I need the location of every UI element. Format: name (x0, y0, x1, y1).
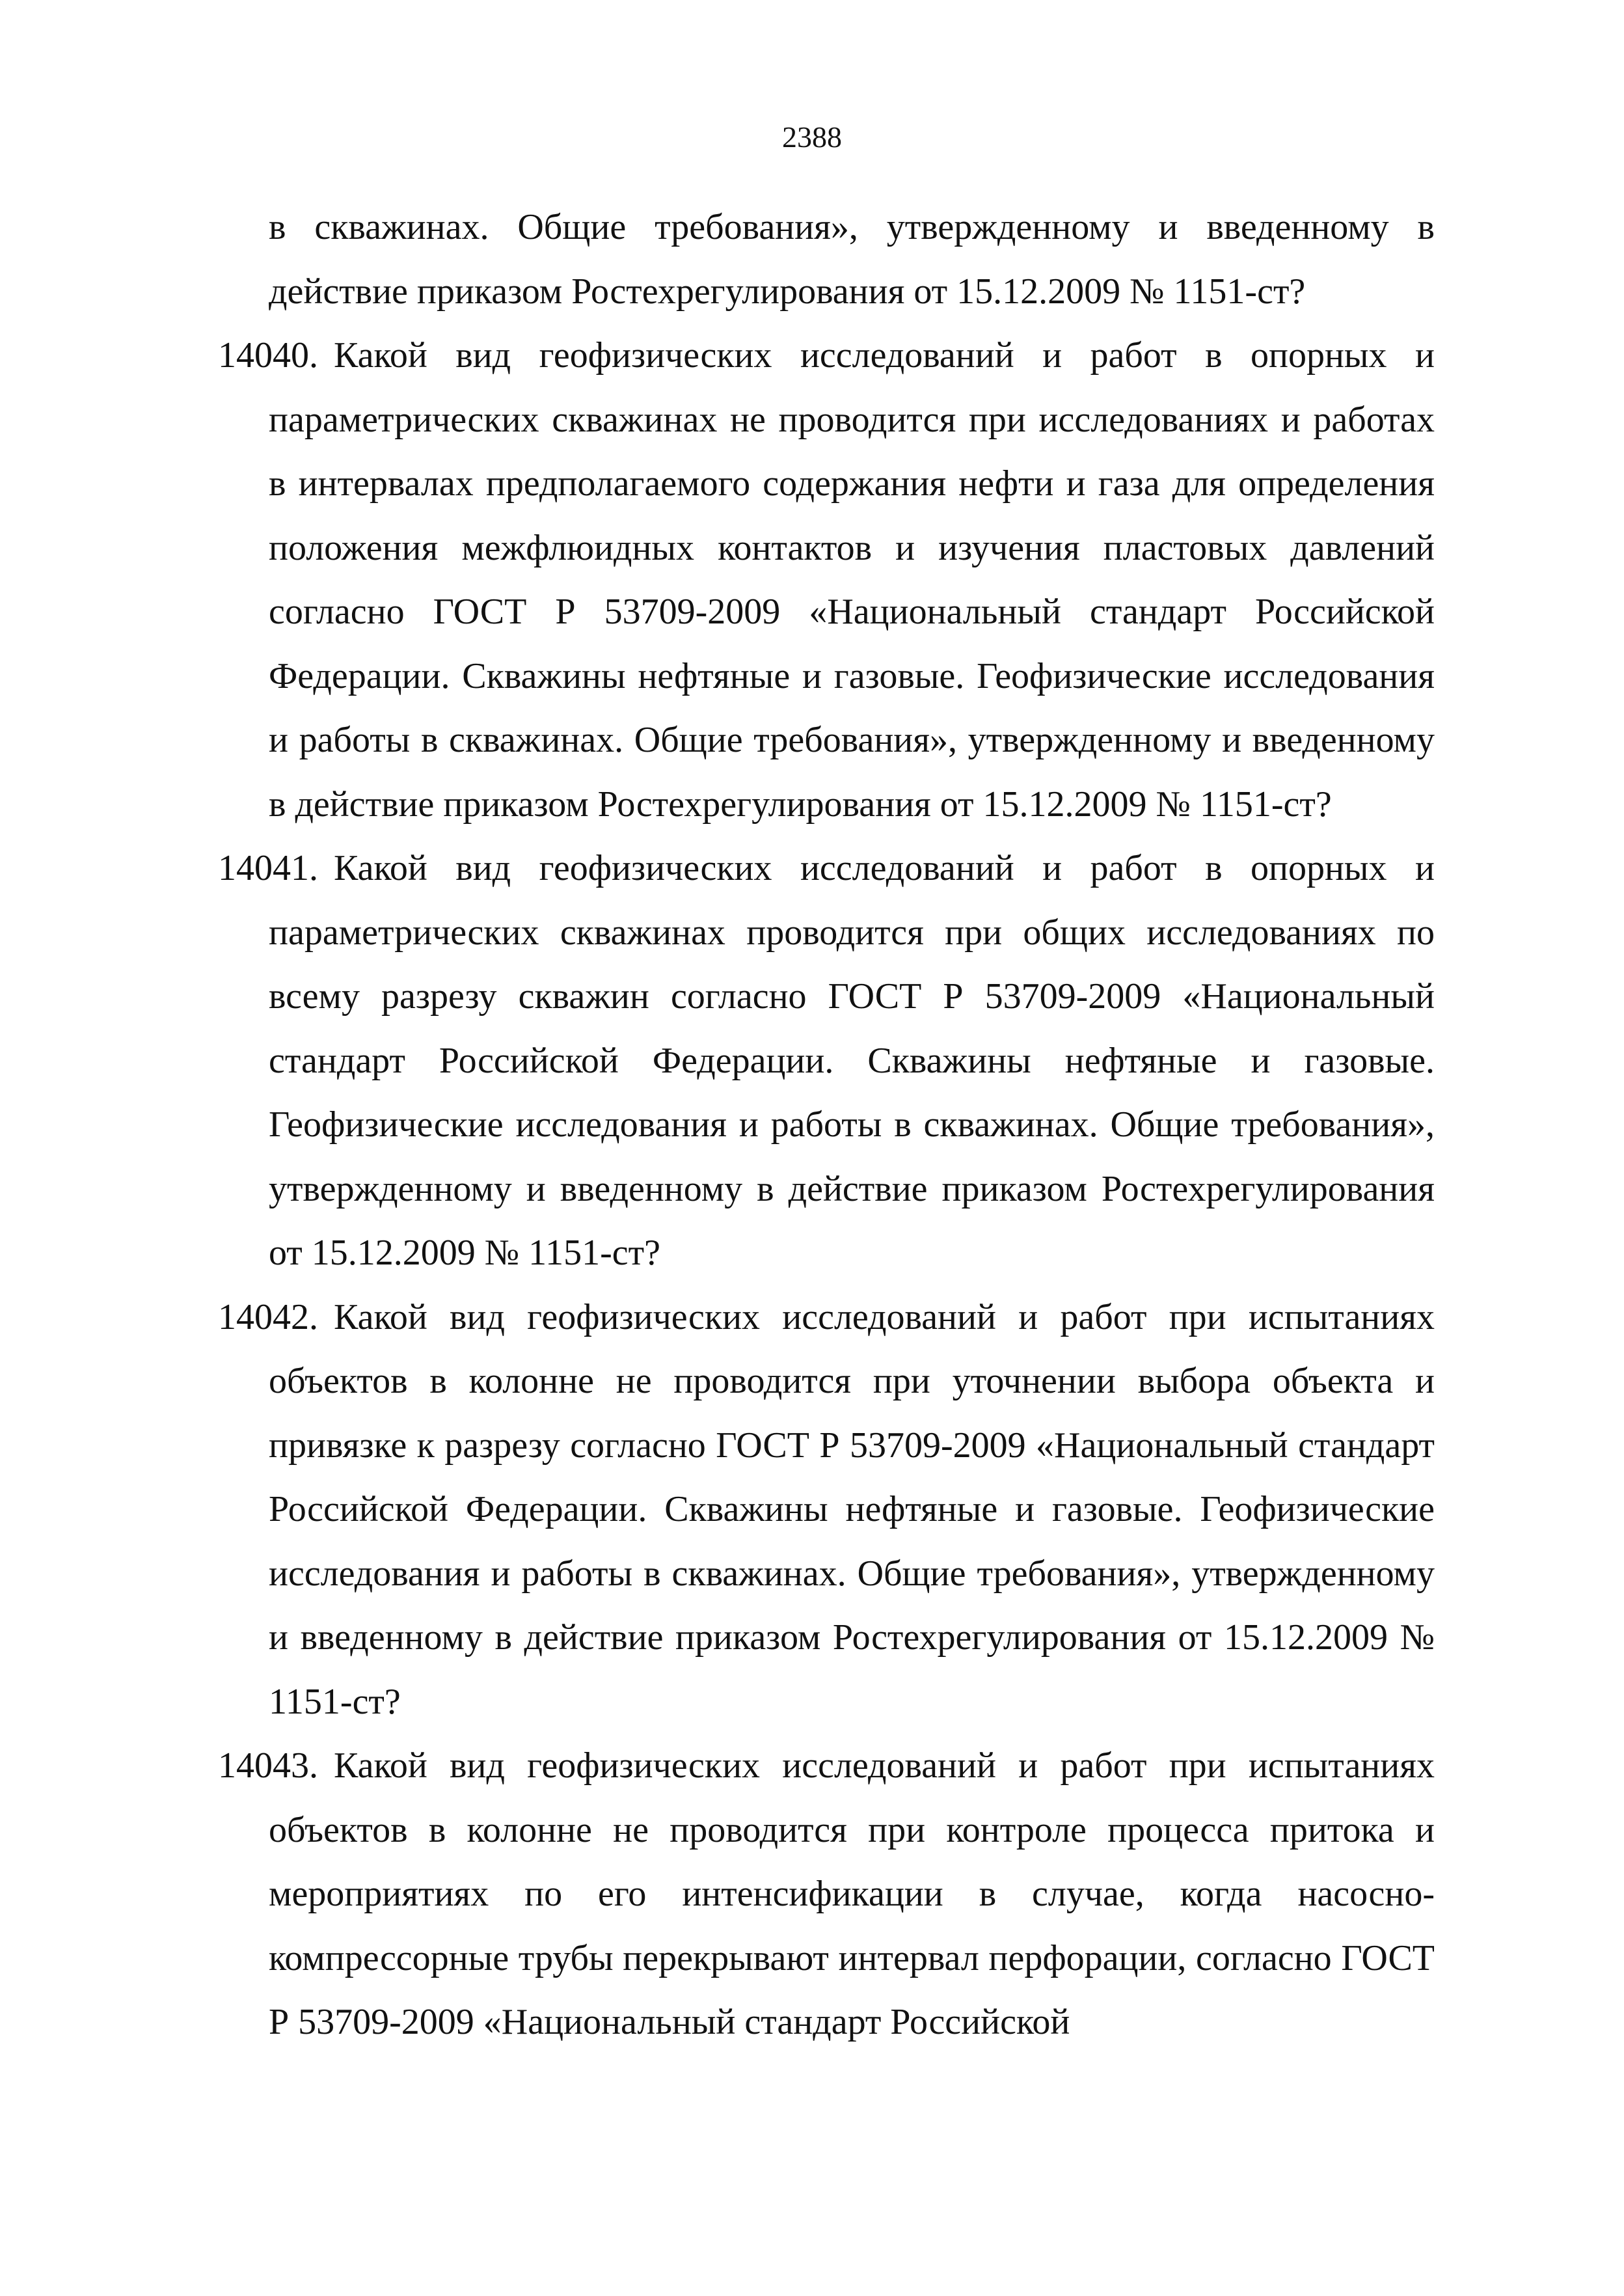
question-text: Какой вид геофизических исследований и работ в опорных и параметрических скважинах не проводится при исследованиях и работах в интервалах предполагаемого содержания нефти и газа для определения положения межфлюидных контактов и изучения пластовых давлений согласно ГОСТ Р 53709-2009 «Национальный стандарт Российской Федерации. Скважины нефтяные и газовые. Геофизические исследования и работы в скважинах. Общие требования», утвержденному и введенному в действие приказом Ростехрегулирования от 15.12.2009 № 1151-ст? (269, 335, 1435, 825)
question-text: Какой вид геофизических исследований и работ при испытаниях объектов в колонне не проводится при уточнении выбора объекта и привязке к разрезу согласно ГОСТ Р 53709-2009 «Национальный стандарт Российской Федерации. Скважины нефтяные и газовые. Геофизические исследования и работы в скважинах. Общие требования», утвержденному и введенному в действие приказом Ростехрегулирования от 15.12.2009 № 1151-ст? (269, 1296, 1435, 1722)
intro-paragraph: в скважинах. Общие требования», утвержденному и введенному в действие приказом Ростехрегулирования от 15.12.2009 № 1151-ст? (269, 207, 1435, 312)
question-item (218, 1734, 1435, 2055)
question-number: 14043. (218, 1745, 318, 1786)
question-text: Какой вид геофизических исследований и работ в опорных и параметрических скважинах проводится при общих исследованиях по всему разрезу скважин согласно ГОСТ Р 53709-2009 «Национальный стандарт Российской Федерации. Скважины нефтяные и газовые. Геофизические исследования и работы в скважинах. Общие требования», утвержденному и введенному в действие приказом Ростехрегулирования от 15.12.2009 № 1151-ст? (269, 848, 1435, 1273)
question-item (218, 323, 1435, 836)
page-number: 2388 (782, 120, 842, 154)
question-number: 14041. (218, 848, 318, 888)
document-body (218, 195, 1435, 2055)
question-item (218, 1285, 1435, 1734)
question-number: 14040. (218, 335, 318, 376)
question-number: 14042. (218, 1296, 318, 1337)
question-text: Какой вид геофизических исследований и работ при испытаниях объектов в колонне не проводится при контроле процесса притока и мероприятиях по его интенсификации в случае, когда насосно-компрессорные трубы перекрывают интервал перфорации, согласно ГОСТ Р 53709-2009 «Национальный стандарт Российской (269, 1745, 1435, 2042)
question-item (218, 836, 1435, 1285)
